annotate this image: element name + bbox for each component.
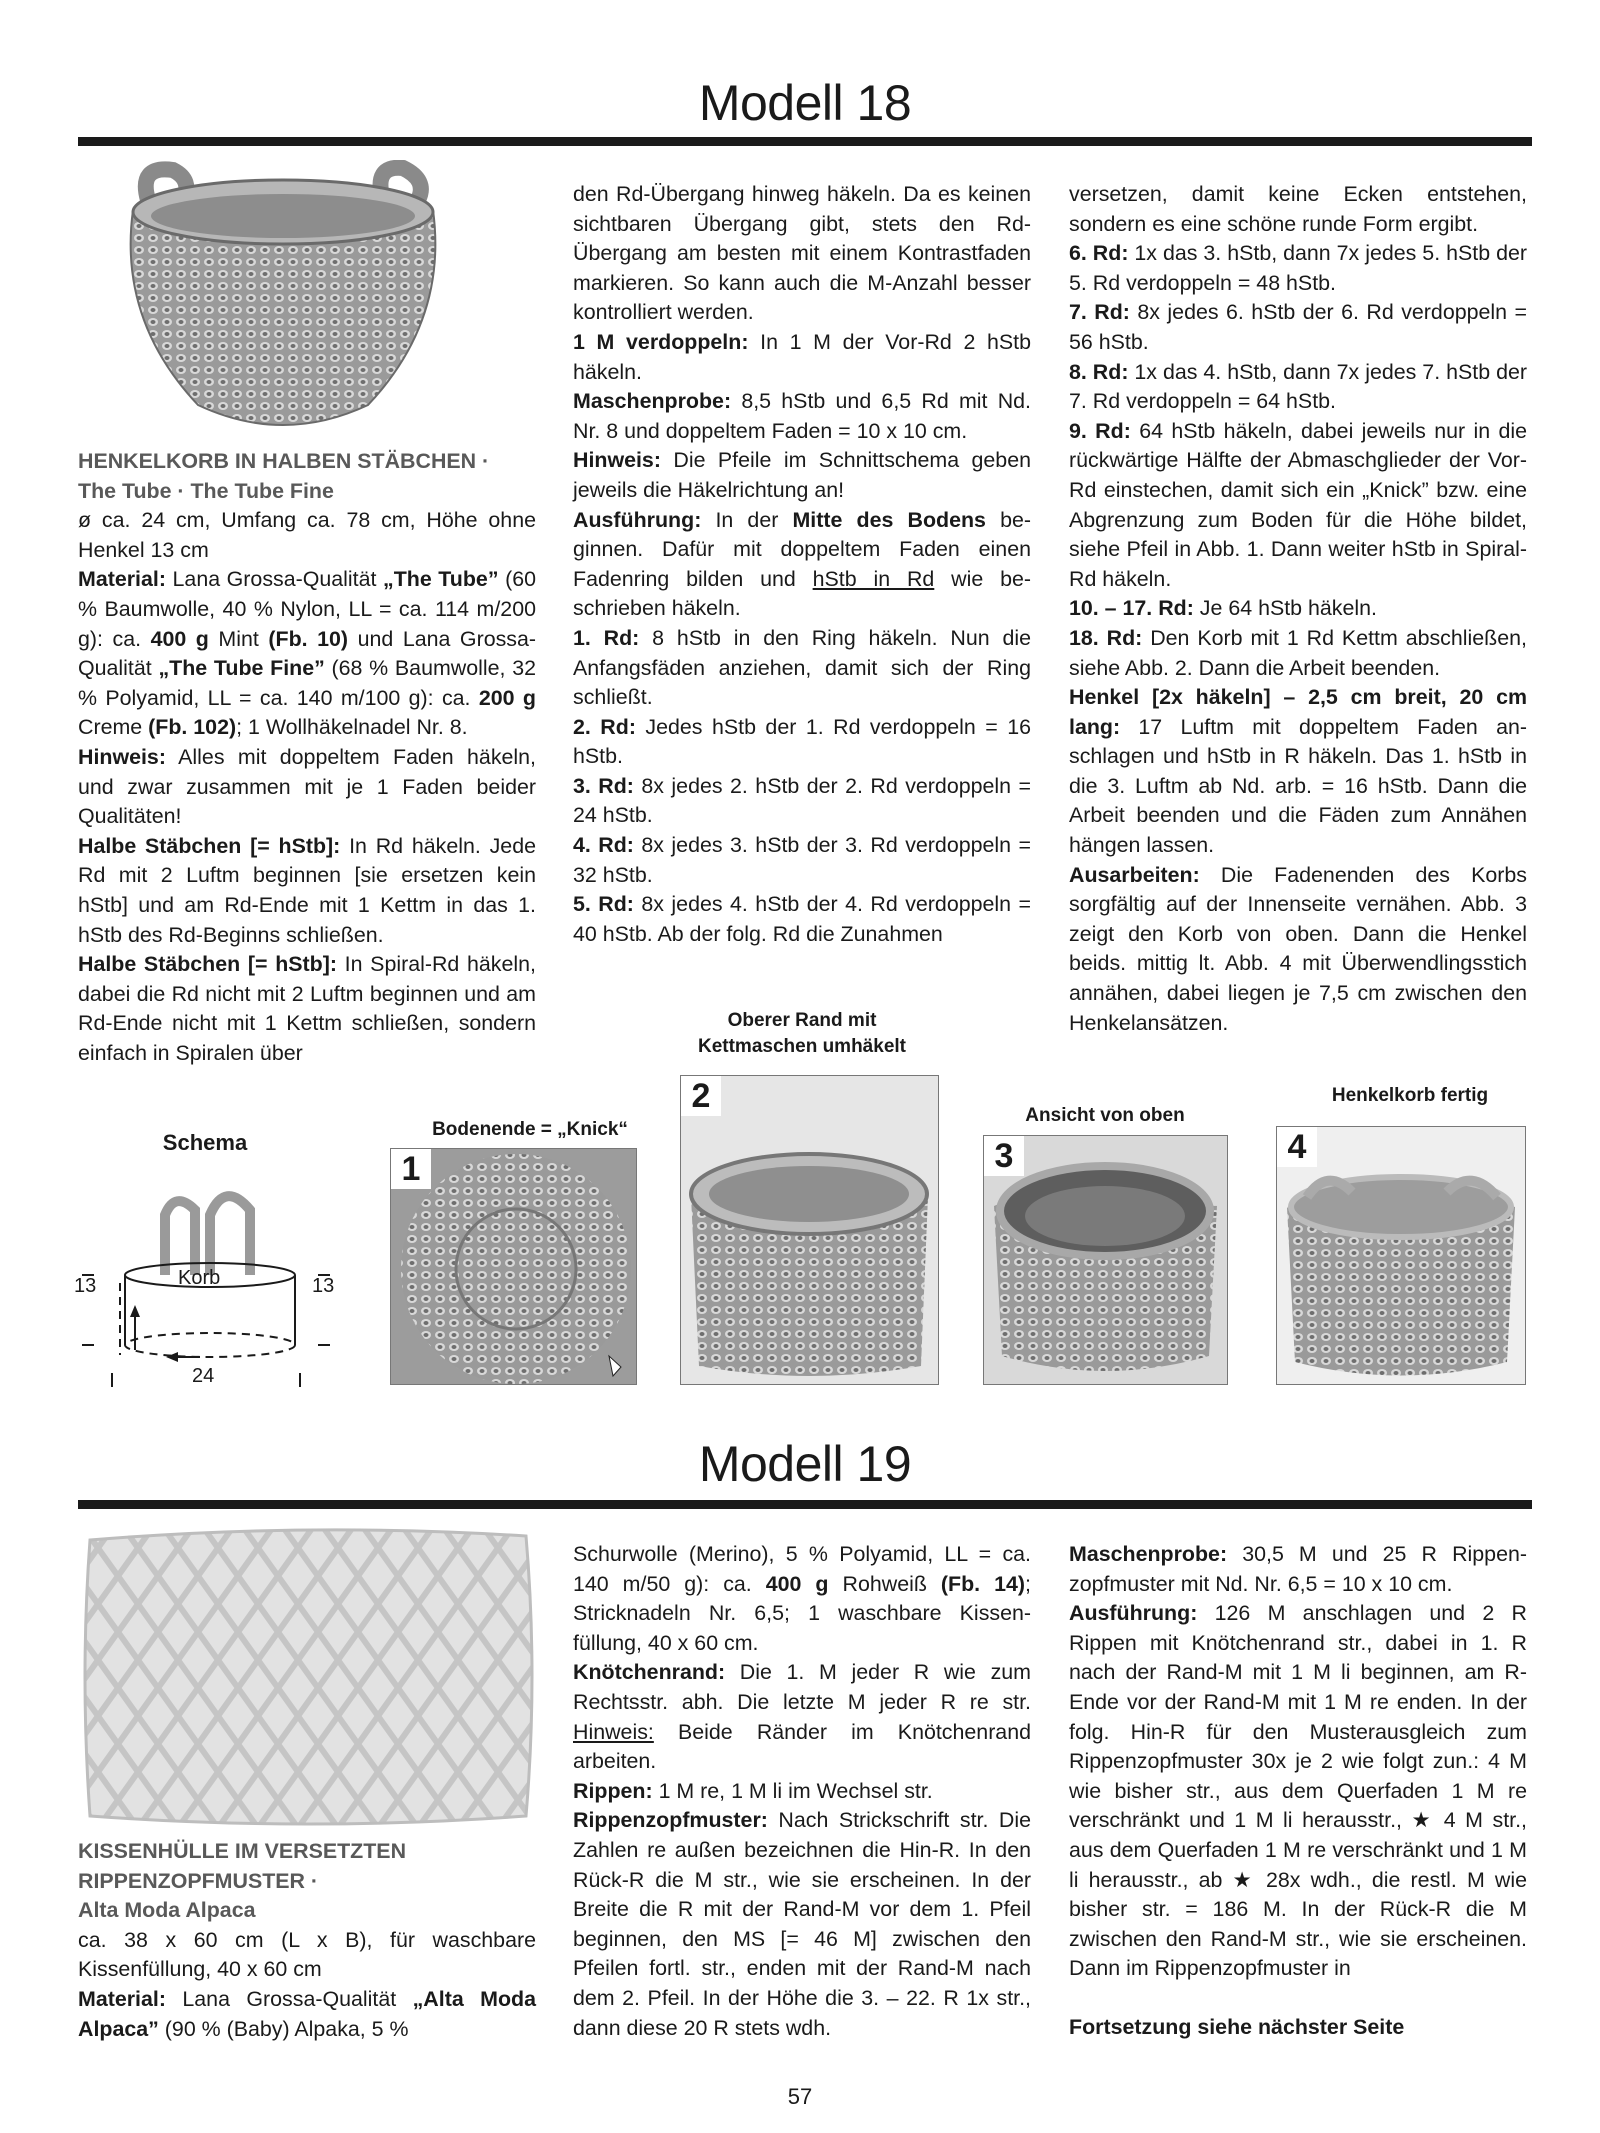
photo-2-image bbox=[681, 1076, 938, 1384]
m18-heading: HENKELKORB IN HALBEN STÄBCHEN · bbox=[78, 449, 490, 473]
schema-height-right: 13 bbox=[312, 1275, 335, 1297]
schema-diagram bbox=[70, 1125, 370, 1405]
m19-column-1 bbox=[78, 1837, 536, 2044]
m18-rd-7: 7. Rd: 8x jedes 6. hStb der 6. Rd verdoppeln = 56 hStb. bbox=[1069, 300, 1527, 354]
photo-2-number: 2 bbox=[681, 1076, 721, 1116]
m18-rd-5: 5. Rd: 8x jedes 4. hStb der 4. Rd verdoppeln = 40 hStb. Ab der folg. Rd die Zunahmen bbox=[573, 892, 1031, 946]
m18-rd-4: 4. Rd: 8x jedes 3. hStb der 3. Rd verdoppeln = 32 hStb. bbox=[573, 833, 1031, 887]
photo-2-top-edge bbox=[680, 1075, 939, 1385]
photo-1-number: 1 bbox=[391, 1149, 431, 1189]
m19-continuation: Fortsetzung siehe nächster Seite bbox=[1069, 2014, 1405, 2039]
photo-4-finished bbox=[1276, 1126, 1526, 1385]
schema-korb-label: Korb bbox=[178, 1267, 221, 1289]
m18-hinweis-pfeile: Hinweis: Die Pfeile im Schnittschema geben jeweils die Häkelrichtung an! bbox=[573, 448, 1031, 502]
m18-rd-3: 3. Rd: 8x jedes 2. hStb der 2. Rd verdoppeln = 24 hStb. bbox=[573, 773, 1031, 828]
m18-rd-8: 8. Rd: 1x das 4. hStb, dann 7x jedes 7. hStb der 7. Rd verdoppeln = 64 hStb. bbox=[1069, 359, 1527, 414]
m18-maschenprobe: Maschenprobe: 8,5 hStb und 6,5 Rd mit Nd. Nr. 8 und doppeltem Faden = 10 x 10 cm. bbox=[573, 389, 1031, 443]
photo-3-top-view bbox=[983, 1135, 1228, 1385]
m19-ausfuehrung: Ausführung: 126 M anschlagen und 2 R Rippen mit Knötchenrand str., dabei in 1. R nach der Rand-M mit 1 M li beginnen, am R-Ende vor der Rand-M mit 1 M re enden. In der folg. Hin-R für den Musterausgleich zum Rippenzopfmuster 30x je 2 wie folgt zun.: 4 M wie bisher str., aus dem Querfaden 1 M re verschränkt und 1 M li herausstr., ★ 4 M str., aus dem Querfaden 1 M re verschränkt und 1 M li herausstr., ab ★ 28x wdh., die restl. M wie bisher str. = 186 M. In der Rück-R die M zwischen den Rand-M str., wie sie erscheinen. Dann im Rippenzopfmuster in bbox=[1069, 1601, 1527, 1981]
m18-subheading: The Tube · The Tube Fine bbox=[78, 478, 334, 503]
m18-henkel: Henkel [2x häkeln] – 2,5 cm breit, 20 cm lang: 17 Luftm mit doppeltem Faden anschlagen und hStb in R häkeln. Das 1. hStb in die 3. Luftm ab Nd. arb. = 16 hStb. Dann die Arbeit beenden und die Fäden zum Annähen hängen lassen. bbox=[1069, 685, 1528, 858]
m18-size: ø ca. 24 cm, Umfang ca. 78 cm, Höhe ohne Henkel 13 cm bbox=[78, 508, 536, 562]
photo-4-number: 4 bbox=[1277, 1127, 1317, 1167]
title-rule bbox=[78, 137, 1532, 146]
m18-c2-intro: den Rd-Übergang hinweg häkeln. Da es keinen sichtbaren Übergang gibt, stets den Rd-Übergang am besten mit einem Kontrastfaden markieren. So kann auch die M-Anzahl besser kontrolliert werden. bbox=[573, 182, 1031, 325]
m19-rippen: Rippen: 1 M re, 1 M li im Wechsel str. bbox=[573, 1778, 933, 1803]
m18-rd-18: 18. Rd: Den Korb mit 1 Rd Kettm abschließen, siehe Abb. 2. Dann die Arbeit beenden. bbox=[1069, 625, 1527, 680]
m18-rd-9: 9. Rd: 64 hStb häkeln, dabei jeweils nur in die rückwärtige Hälfte der Abmaschglieder der Vor-Rd einstechen, damit sich ein „Knick” bzw. eine Abgrenzung zum Boden für die Höhe bildet, siehe Pfeil in Abb. 1. Dann weiter hStb in Spiral-Rd häkeln. bbox=[1069, 418, 1528, 591]
m18-column-2 bbox=[573, 180, 1031, 949]
schema-title: Schema bbox=[162, 1130, 248, 1155]
m18-rd-6: 6. Rd: 1x das 3. hStb, dann 7x jedes 5. hStb der 5. Rd verdoppeln = 48 hStb. bbox=[1069, 241, 1527, 295]
m19-knoetchenrand: Knötchenrand: Die 1. M jeder R wie zum Rechtsstr. abh. Die letzte M jeder R re str. Hinweis: Beide Ränder im Knötchenrand arbeiten. bbox=[573, 1660, 1032, 1774]
m18-verdoppeln: 1 M verdoppeln: In 1 M der Vor-Rd 2 hStb häkeln. bbox=[573, 329, 1032, 384]
m18-hinweis: Hinweis: Alles mit doppeltem Faden häkeln, und zwar zusammen mit je 1 Faden beider Qualitäten! bbox=[78, 744, 537, 829]
m19-material: Material: Lana Grossa-Qualität „Alta Moda Alpaca” (90 % (Baby) Alpaka, 5 % bbox=[78, 1986, 536, 2041]
m19-material-cont: Schurwolle (Merino), 5 % Polyamid, LL = ca. 140 m/50 g): ca. 400 g Rohweiß (Fb. 14); Stricknadeln Nr. 6,5; 1 waschbare Kissenfüllung, 40 x 60 cm. bbox=[573, 1542, 1031, 1655]
basket-photo bbox=[118, 160, 448, 440]
m18-rd-2: 2. Rd: Jedes hStb der 1. Rd verdoppeln = 16 hStb. bbox=[573, 714, 1031, 769]
pillow-photo bbox=[78, 1520, 538, 1832]
m19-heading-1: KISSENHÜLLE IM VERSETZTEN bbox=[78, 1839, 407, 1863]
model-19-title: Modell 19 bbox=[698, 1436, 912, 1492]
caption-1: Bodenende = „Knick“ bbox=[432, 1119, 628, 1140]
m18-c3-intro: versetzen, damit keine Ecken entstehen, sondern es eine schöne runde Form ergibt. bbox=[1069, 182, 1527, 236]
m19-spacer bbox=[1069, 1984, 1527, 2013]
photo-3-number: 3 bbox=[984, 1136, 1024, 1176]
caption-2: Oberer Rand mit Kettmaschen umhäkelt bbox=[697, 1010, 906, 1057]
m18-material: Material: Lana Grossa-Qualität „The Tube” (60 % Baumwolle, 40 % Nylon, LL = ca. 114 m/200 g): ca. 400 g Mint (Fb. 10) und Lana Grossa-Qualität „The Tube Fine” (68 % Baumwolle, 32 % Polyamid, LL = ca. 140 m/100 g): ca. 200 g Creme (Fb. 102); 1 Wollhäkelnadel Nr. 8. bbox=[78, 567, 537, 740]
m19-subheading: Alta Moda Alpaca bbox=[78, 1898, 256, 1923]
page-number: 57 bbox=[787, 2084, 813, 2109]
schema-width: 24 bbox=[192, 1365, 215, 1387]
m19-maschenprobe: Maschenprobe: 30,5 M und 25 R Rippenzopfmuster mit Nd. Nr. 6,5 = 10 x 10 cm. bbox=[1069, 1542, 1527, 1596]
m19-column-3 bbox=[1069, 1540, 1527, 2043]
m18-rd-1: 1. Rd: 8 hStb in den Ring häkeln. Nun die Anfangsfäden anziehen, damit sich der Ring schließt. bbox=[573, 625, 1031, 710]
photo-1-bottom-edge bbox=[390, 1148, 637, 1385]
m18-column-1 bbox=[78, 447, 536, 1068]
caption-4: Henkelkorb fertig bbox=[1331, 1085, 1489, 1106]
m18-hstb-rd: Halbe Stäbchen [= hStb]: In Rd häkeln. Jede Rd mit 2 Luftm beginnen [sie ersetzen kein hStb] und am Rd-Ende mit 1 Kettm in das 1. hStb des Rd-Beginns schließen. bbox=[78, 833, 536, 947]
m18-hstb-spiral: Halbe Stäbchen [= hStb]: In Spiral-Rd häkeln, dabei die Rd nicht mit 2 Luftm beginnen und am Rd-Ende nicht mit 1 Kettm schließen, sondern einfach in Spiralen über bbox=[78, 952, 536, 1065]
m19-size: ca. 38 x 60 cm (L x B), für waschbare Kissenfüllung, 40 x 60 cm bbox=[78, 1927, 536, 1982]
m18-ausfuehrung: Ausführung: In der Mitte des Bodens beginnen. Dafür mit doppeltem Faden einen Fadenring bilden und hStb in Rd wie beschrieben häkeln. bbox=[573, 507, 1032, 621]
m19-column-2 bbox=[573, 1540, 1031, 2043]
caption-3: Ansicht von oben bbox=[1025, 1105, 1185, 1126]
model-18-title: Modell 18 bbox=[698, 75, 912, 131]
m18-column-3 bbox=[1069, 180, 1527, 1038]
m18-ausarbeiten: Ausarbeiten: Die Fadenenden des Korbs sorgfältig auf der Innenseite vernähen. Abb. 3 zeigt den Korb von oben. Dann die Henkel beids. mittig lt. Abb. 4 mit Überwendlingsstich annähen, dabei liegen je 7,5 cm zwischen den Henkelansätzen. bbox=[1069, 862, 1527, 1035]
schema-height-left: 13 bbox=[74, 1275, 97, 1297]
m18-rd-10-17: 10. – 17. Rd: Je 64 hStb häkeln. bbox=[1069, 596, 1377, 621]
title-rule-2 bbox=[78, 1500, 1532, 1509]
m19-rippenzopfmuster: Rippenzopfmuster: Nach Strickschrift str. Die Zahlen re außen bezeichnen die Hin-R. In den Rück-R die M str., wie sie erscheinen. In der Breite die R mit der Rand-M vor dem 1. Pfeil beginnen, den MS [= 46 M] zwischen den Pfeilen fortl. str., enden mit der Rand-M nach dem 2. Pfeil. In der Höhe die 3. – 22. R 1x str., dann diese 20 R stets wdh. bbox=[573, 1808, 1031, 2040]
m19-heading-2: RIPPENZOPFMUSTER · bbox=[78, 1868, 319, 1893]
